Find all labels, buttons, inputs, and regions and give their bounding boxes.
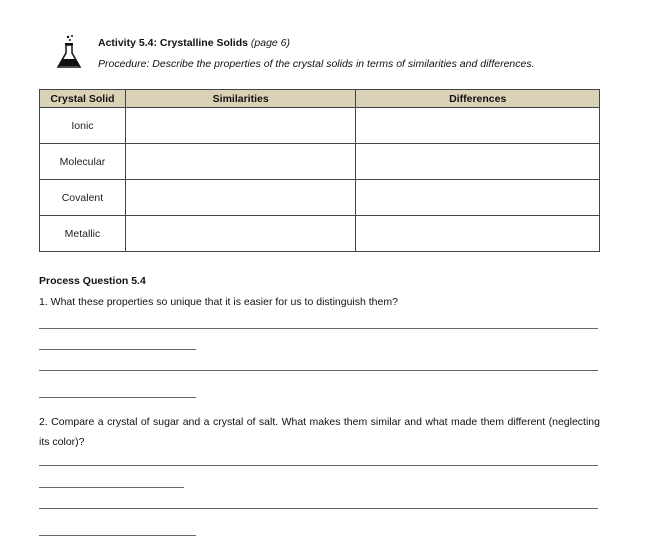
activity-title bbox=[98, 37, 290, 49]
activity-page-ref: (page 6) bbox=[250, 37, 290, 49]
row-label-ionic: Ionic bbox=[40, 108, 126, 144]
answer-line-q1-3[interactable] bbox=[39, 370, 598, 371]
answer-line-q2-2[interactable] bbox=[39, 487, 184, 488]
answer-line-q2-4[interactable] bbox=[39, 535, 196, 536]
answer-line-q1-1[interactable] bbox=[39, 328, 598, 329]
cell-covalent-differences[interactable] bbox=[356, 180, 600, 216]
answer-line-q2-3[interactable] bbox=[39, 508, 598, 509]
cell-molecular-differences[interactable] bbox=[356, 144, 600, 180]
row-label-covalent: Covalent bbox=[40, 180, 126, 216]
table-row bbox=[40, 180, 600, 216]
crystal-properties-table bbox=[39, 89, 600, 252]
table-row bbox=[40, 144, 600, 180]
cell-molecular-similarities[interactable] bbox=[125, 144, 356, 180]
answer-line-q1-4[interactable] bbox=[39, 397, 196, 398]
cell-ionic-similarities[interactable] bbox=[125, 108, 356, 144]
cell-metallic-similarities[interactable] bbox=[125, 216, 356, 252]
answer-line-q1-2[interactable] bbox=[39, 349, 196, 350]
procedure-text: Procedure: Describe the properties of the crystal solids in terms of similarities and differences. bbox=[98, 58, 535, 70]
process-question-title: Process Question 5.4 bbox=[39, 275, 146, 287]
activity-title-text: Activity 5.4: Crystalline Solids bbox=[98, 37, 248, 49]
header-crystal-solid: Crystal Solid bbox=[40, 90, 126, 108]
table-row bbox=[40, 216, 600, 252]
cell-covalent-similarities[interactable] bbox=[125, 180, 356, 216]
header-differences: Differences bbox=[356, 90, 600, 108]
answer-line-q2-1[interactable] bbox=[39, 465, 598, 466]
cell-metallic-differences[interactable] bbox=[356, 216, 600, 252]
row-label-metallic: Metallic bbox=[40, 216, 126, 252]
cell-ionic-differences[interactable] bbox=[356, 108, 600, 144]
question-1-text: 1. What these properties so unique that it is easier for us to distinguish them? bbox=[39, 296, 398, 308]
table-header-row bbox=[40, 90, 600, 108]
table-row bbox=[40, 108, 600, 144]
flask-icon bbox=[54, 34, 84, 70]
row-label-molecular: Molecular bbox=[40, 144, 126, 180]
question-2-text: 2. Compare a crystal of sugar and a crystal of salt. What makes them similar and what made them different (neglecting its color)? bbox=[39, 416, 600, 448]
header-similarities: Similarities bbox=[125, 90, 356, 108]
